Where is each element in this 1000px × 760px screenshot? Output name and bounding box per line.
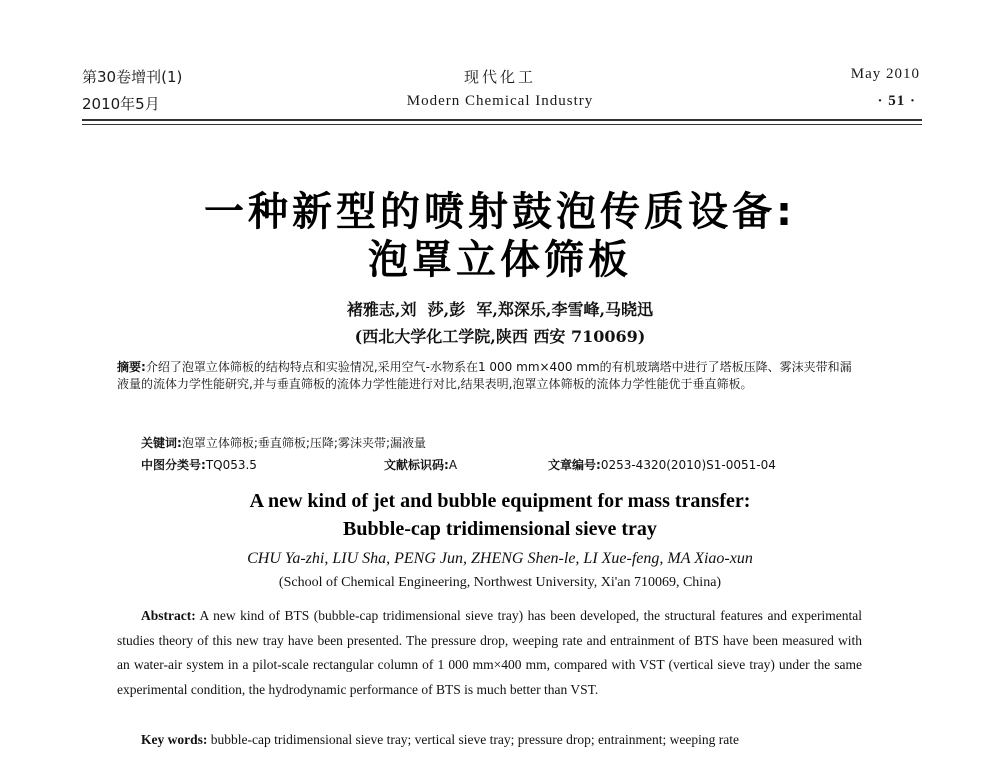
keywords-en-label: Key words: bbox=[141, 732, 208, 747]
keywords-en bbox=[141, 732, 871, 748]
issue-date-cn: 2010年5月 bbox=[82, 95, 160, 113]
article-number bbox=[548, 456, 776, 473]
doc-code-label: 文献标识码: bbox=[384, 458, 449, 472]
doc-code-value: A bbox=[448, 458, 458, 472]
clc-number bbox=[141, 456, 257, 473]
journal-title-en: Modern Chemical Industry bbox=[406, 93, 594, 109]
header-rule-thin bbox=[82, 124, 922, 125]
keywords-cn bbox=[141, 434, 426, 451]
keywords-cn-label: 关键词: bbox=[141, 436, 182, 450]
article-number-label: 文章编号: bbox=[548, 458, 601, 472]
title-en-line1: A new kind of jet and bubble equipment for mass transfer: bbox=[249, 490, 751, 512]
title-cn-line1: 一种新型的喷射鼓泡传质设备: bbox=[204, 189, 796, 235]
abstract-cn-text: 介绍了泡罩立体筛板的结构特点和实验情况,采用空气-水物系在1 000 mm×400 mm的有机玻璃塔中进行了塔板压降、雾沫夹带和漏液量的流体力学性能研究,并与垂直筛板的流体力学性能进行对比,结果表明,泡罩立体筛板的流体力学性能优于垂直筛板。 bbox=[117, 360, 852, 391]
clc-label: 中图分类号: bbox=[141, 458, 206, 472]
affiliation-en: (School of Chemical Engineering, Northwest University, Xi'an 710069, China) bbox=[278, 575, 722, 590]
affiliation-cn: (西北大学化工学院,陕西 西安 710069) bbox=[354, 327, 646, 346]
volume-issue: 第30卷增刊(1) bbox=[82, 68, 183, 86]
authors-en: CHU Ya-zhi, LIU Sha, PENG Jun, ZHENG Shen-le, LI Xue-feng, MA Xiao-xun bbox=[247, 550, 753, 567]
clc-value: TQ053.5 bbox=[205, 458, 257, 472]
journal-title-cn: 现代化工 bbox=[463, 68, 536, 86]
page-number: · 51 · bbox=[877, 93, 916, 109]
article-number-value: 0253-4320(2010)S1-0051-04 bbox=[600, 458, 776, 472]
abstract-en bbox=[117, 604, 862, 702]
abstract-cn-label: 摘要: bbox=[117, 360, 146, 374]
abstract-en-label: Abstract: bbox=[141, 608, 196, 623]
keywords-en-text: bubble-cap tridimensional sieve tray; vertical sieve tray; pressure drop; entrainment; weeping rate bbox=[210, 732, 739, 747]
authors-cn: 褚雅志,刘 莎,彭 军,郑深乐,李雪峰,马晓迅 bbox=[346, 300, 654, 319]
abstract-en-text: A new kind of BTS (bubble-cap tridimensional sieve tray) has been developed, the structural features and experimental studies theory of this new tray have been presented. The pressure drop, weeping rate and entrainment of BTS have been measured with an water-air system in a pilot-scale rectangular column of 1 000 mm×400 mm, compared with VST (vertical sieve tray) under the same experimental condition, the hydrodynamic performance of BTS is much better than VST. bbox=[117, 608, 862, 697]
header-rule-thick bbox=[82, 119, 922, 121]
issue-date-en: May 2010 bbox=[850, 66, 920, 82]
title-en-line2: Bubble-cap tridimensional sieve tray bbox=[343, 518, 657, 540]
abstract-cn bbox=[117, 359, 862, 393]
document-code bbox=[384, 456, 457, 473]
keywords-cn-text: 泡罩立体筛板;垂直筛板;压降;雾沫夹带;漏液量 bbox=[181, 436, 426, 450]
title-cn-line2: 泡罩立体筛板 bbox=[368, 237, 632, 283]
